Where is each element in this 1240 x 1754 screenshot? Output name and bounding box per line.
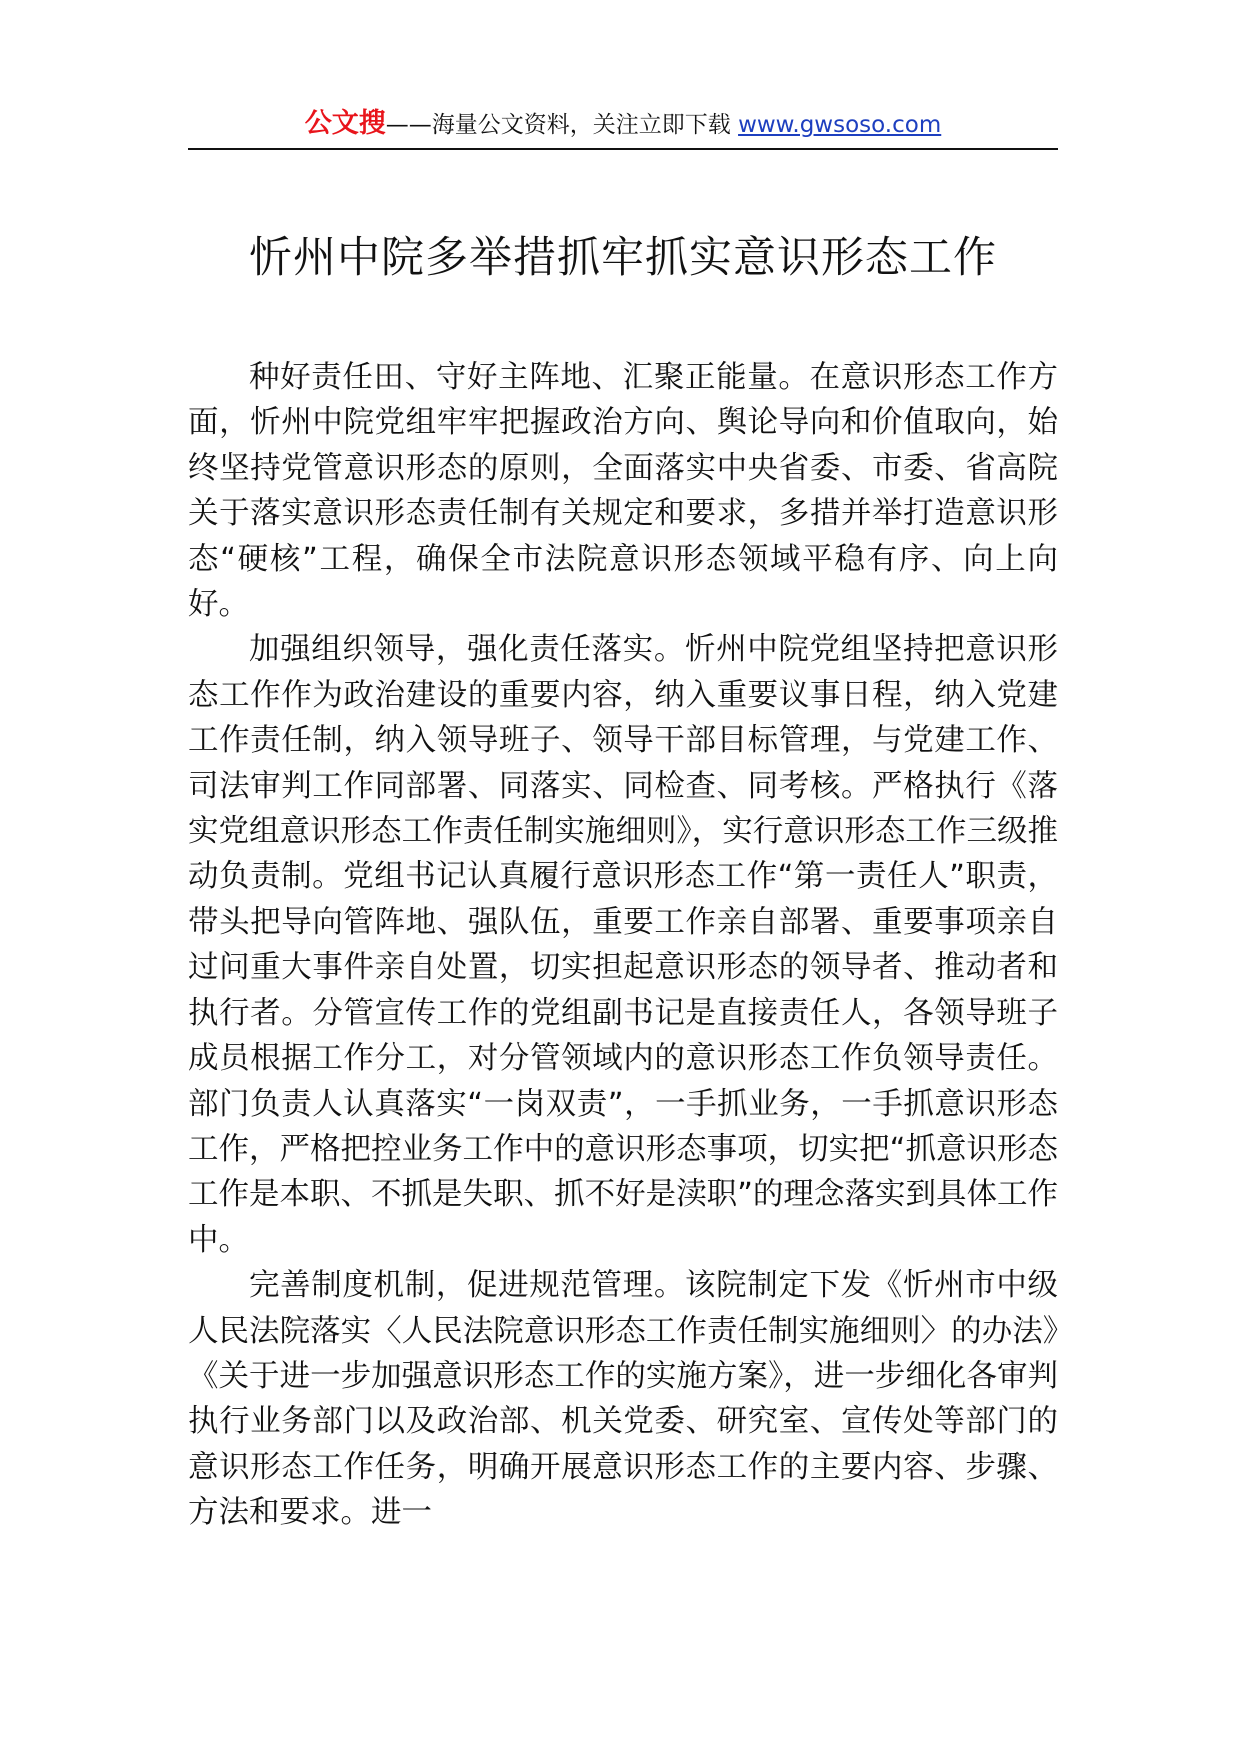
- header-tagline: ——海量公文资料，关注立即下载: [385, 112, 731, 138]
- paragraph: 加强组织领导，强化责任落实。忻州中院党组坚持把意识形态工作作为政治建设的重要内容，纳入重要议事日程，纳入党建工作责任制，纳入领导班子、领导干部目标管理，与党建工作、司法审判工作同部署、同落实、同检查、同考核。严格执行《落实党组意识形态工作责任制实施细则》，实行意识形态工作三级推动负责制。党组书记认真履行意识形态工作“第一责任人”职责，带头把导向管阵地、强队伍，重要工作亲自部署、重要事项亲自过问重大事件亲自处置，切实担起意识形态的领导者、推动者和执行者。分管宣传工作的党组副书记是直接责任人，各领导班子成员根据工作分工，对分管领域内的意识形态工作负领导责任。部门负责人认真落实“一岗双责”，一手抓业务，一手抓意识形态工作，严格把控业务工作中的意识形态事项，切实把“抓意识形态工作是本职、不抓是失职、抓不好是渎职”的理念落实到具体工作中。: [188, 632, 1058, 1258]
- page-header: [188, 104, 1058, 152]
- paragraph: 完善制度机制，促进规范管理。该院制定下发《忻州市中级人民法院落实〈人民法院意识形态工作责任制实施细则〉的办法》《关于进一步加强意识形态工作的实施方案》，进一步细化各审判执行业务部门以及政治部、机关党委、研究室、宣传处等部门的意识形态工作任务，明确开展意识形态工作的主要内容、步骤、方法和要求。进一: [188, 1268, 1058, 1531]
- brand-name[interactable]: 公文搜: [304, 108, 386, 139]
- paragraph: 种好责任田、守好主阵地、汇聚正能量。在意识形态工作方面，忻州中院党组牢牢把握政治方向、舆论导向和价值取向，始终坚持党管意识形态的原则，全面落实中央省委、市委、省高院关于落实意识形态责任制有关规定和要求，多措并举打造意识形态“硬核”工程，确保全市法院意识形态领域平稳有序、向上向好。: [188, 360, 1058, 623]
- header-divider: [188, 148, 1058, 150]
- website-link[interactable]: www.gwsoso.com: [738, 112, 942, 138]
- document-title: 忻州中院多举措抓牢抓实意识形态工作: [249, 233, 997, 283]
- document-body: [188, 355, 1058, 1536]
